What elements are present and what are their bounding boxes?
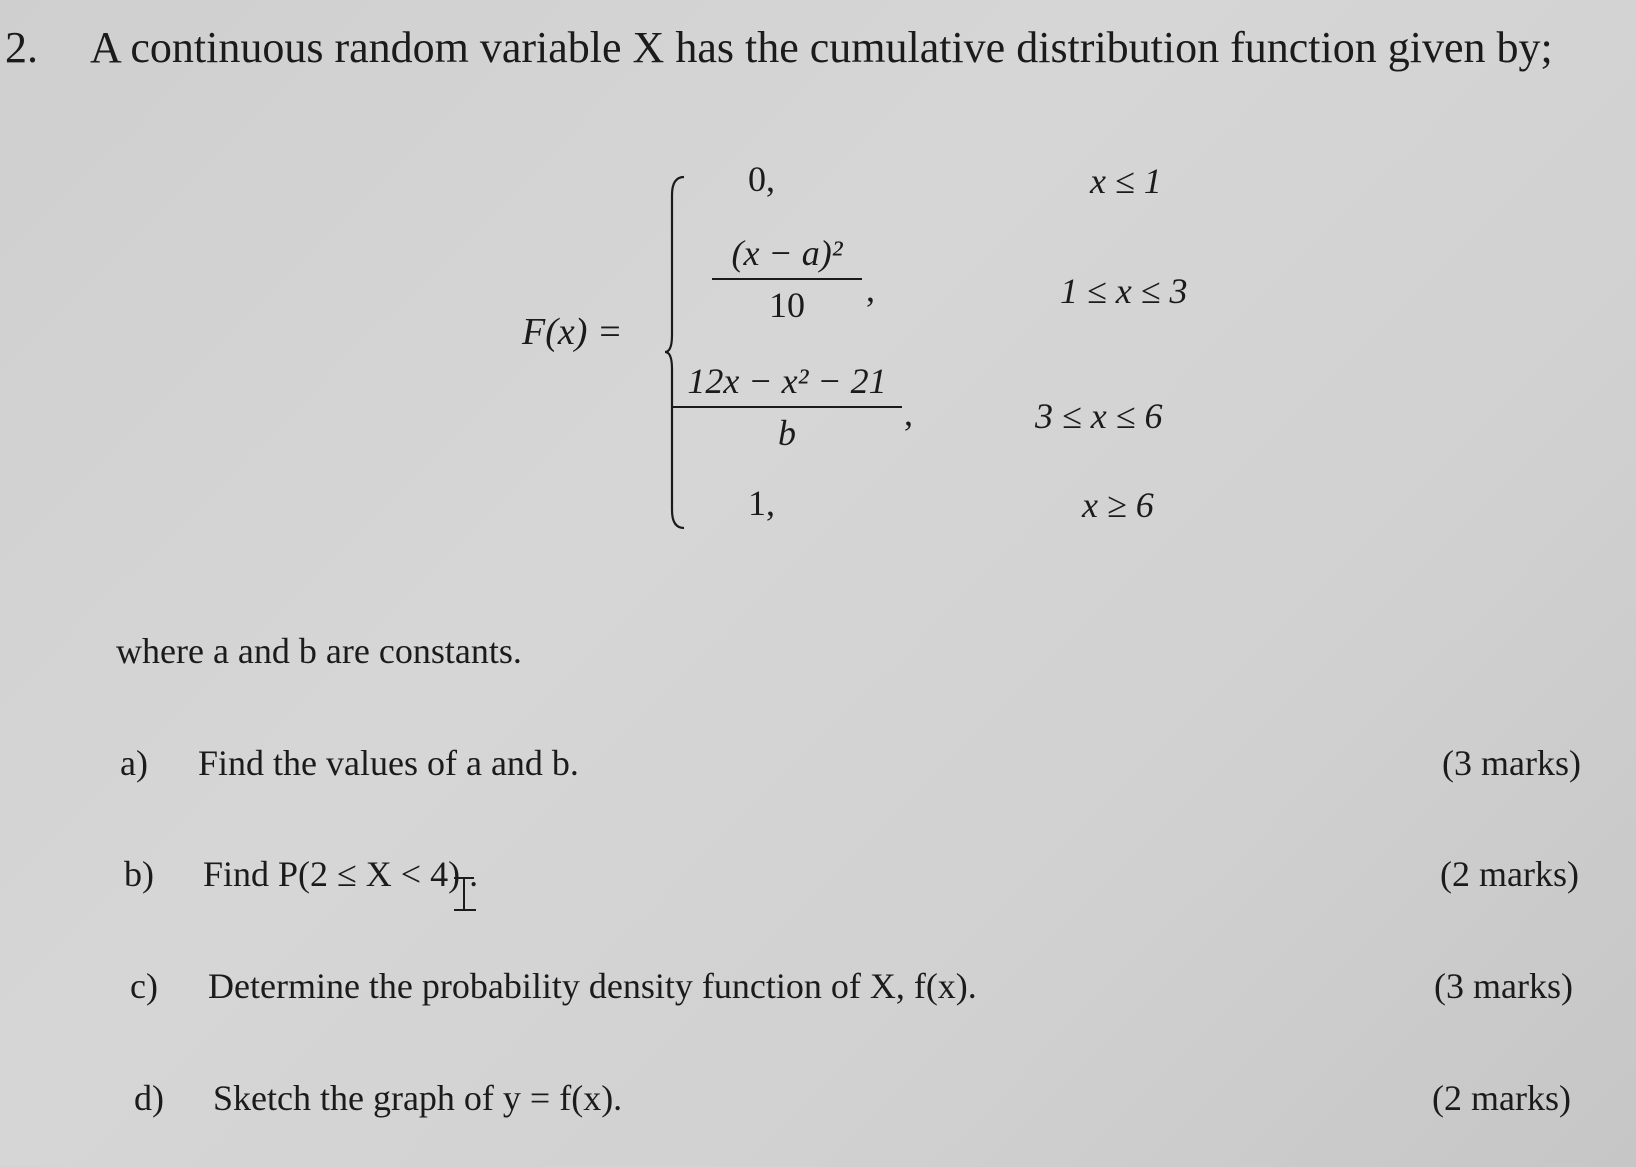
cdf-case-4-condition: x ≥ 6 <box>1082 485 1154 525</box>
part-d-text: Sketch the graph of y = f(x). <box>213 1078 623 1118</box>
cdf-case-1-condition: x ≤ 1 <box>1090 161 1162 201</box>
cdf-label: F(x) = <box>522 311 623 353</box>
pen-mark <box>446 870 486 920</box>
cdf-case-3-fraction <box>672 360 902 454</box>
cdf-case-2-numerator: (x − a)² <box>731 233 843 273</box>
cdf-case-2-suffix: , <box>866 269 875 309</box>
part-b-text: Find P(2 ≤ X < 4) . <box>203 854 479 894</box>
part-b-marks: (2 marks) <box>1440 854 1579 894</box>
part-c-marks: (3 marks) <box>1434 966 1573 1006</box>
cdf-case-2-denominator: 10 <box>769 285 805 325</box>
cdf-case-3-suffix: , <box>904 393 913 433</box>
question-text: A continuous random variable X has the cumulative distribution function given by; <box>90 23 1553 72</box>
part-c-text: Determine the probability density function of X, f(x). <box>208 966 977 1006</box>
cdf-case-3-condition: 3 ≤ x ≤ 6 <box>1035 396 1163 436</box>
cdf-case-1-expr: 0, <box>748 159 775 199</box>
part-d-marks: (2 marks) <box>1432 1078 1571 1118</box>
part-b-label: b) <box>124 854 154 894</box>
constants-note: where a and b are constants. <box>116 631 522 671</box>
cdf-case-3-denominator: b <box>778 413 796 453</box>
left-brace <box>664 175 686 530</box>
cdf-case-2-condition: 1 ≤ x ≤ 3 <box>1060 271 1188 311</box>
part-d-label: d) <box>134 1078 164 1118</box>
cdf-case-2-fraction <box>712 232 862 326</box>
cdf-case-3-numerator: 12x − x² − 21 <box>687 361 887 401</box>
part-a-text: Find the values of a and b. <box>198 743 579 783</box>
cdf-case-4-expr: 1, <box>748 483 775 523</box>
part-a-marks: (3 marks) <box>1442 743 1581 783</box>
part-a-label: a) <box>120 743 148 783</box>
part-c-label: c) <box>130 966 158 1006</box>
question-number: 2. <box>5 23 38 72</box>
